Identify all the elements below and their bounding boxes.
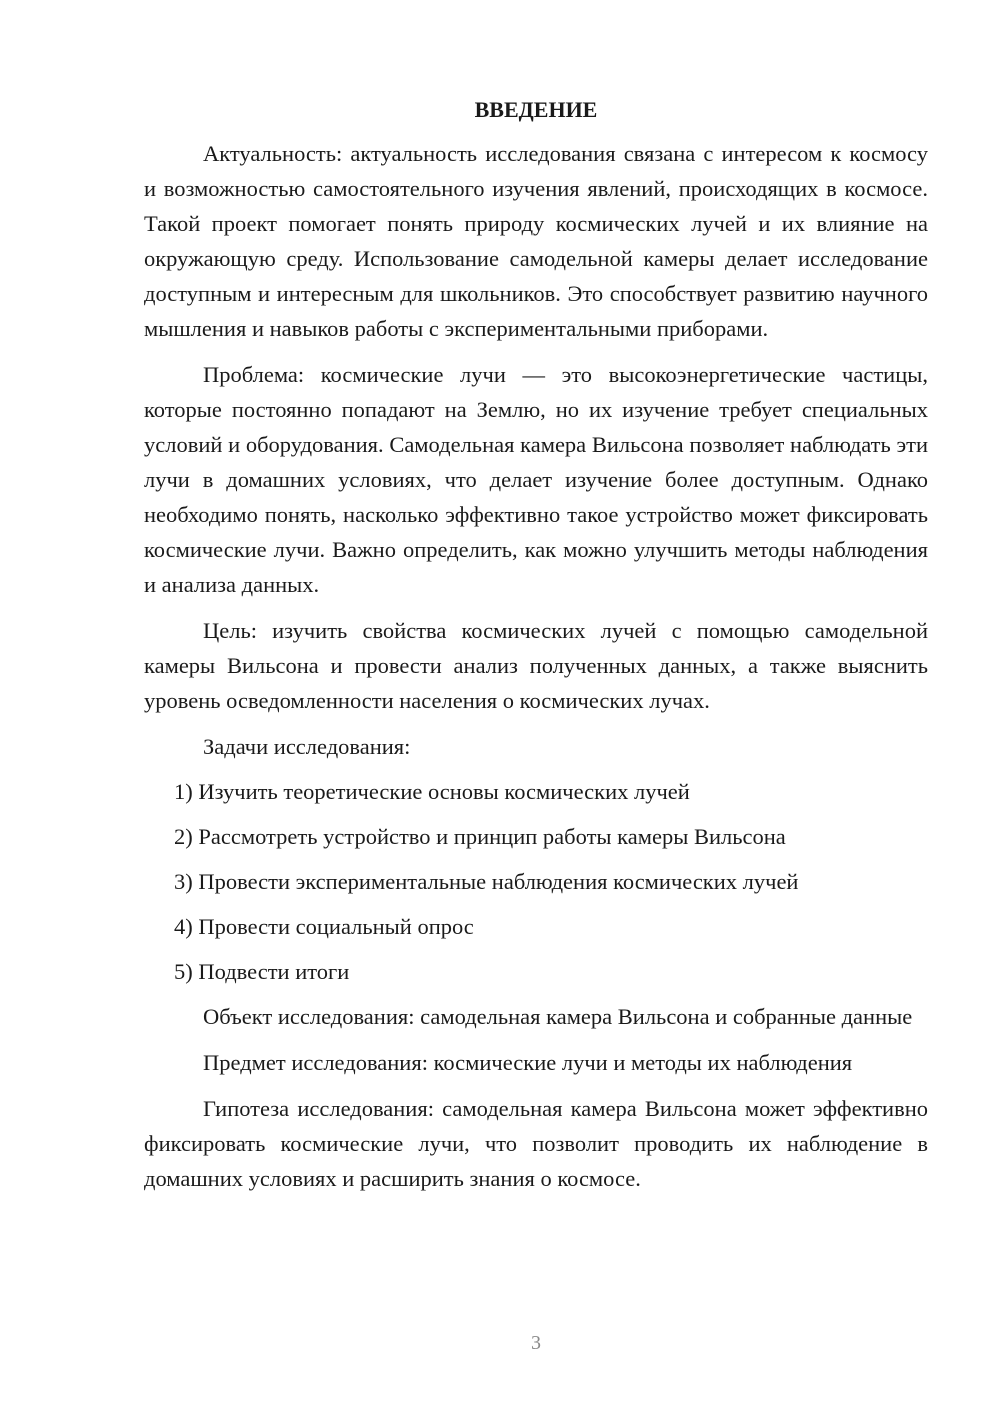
relevance-paragraph: Актуальность: актуальность исследования связана с интересом к космосу и возможностью самостоятельного изучения явлений, происходящих в космосе. Такой проект помогает понять природу космических лучей и их влияние на окружающую среду. Использование самодельной камеры делает исследование доступным и интересным для школьников. Это способствует развитию научного мышления и навыков работы с экспериментальными приборами.	[144, 141, 928, 341]
task-item: 5) Подвести итоги	[174, 959, 350, 984]
subject-paragraph: Предмет исследования: космические лучи и методы их наблюдения	[203, 1050, 853, 1075]
task-item: 1) Изучить теоретические основы космических лучей	[174, 779, 690, 804]
task-item: 2) Рассмотреть устройство и принцип работы камеры Вильсона	[174, 824, 786, 849]
section-heading: ВВЕДЕНИЕ	[474, 97, 598, 122]
page-content	[144, 94, 928, 1207]
hypothesis-paragraph: Гипотеза исследования: самодельная камера Вильсона может эффективно фиксировать космические лучи, что позволит проводить их наблюдение в домашних условиях и расширить знания о космосе.	[144, 1096, 928, 1191]
goal-paragraph: Цель: изучить свойства космических лучей с помощью самодельной камеры Вильсона и провести анализ полученных данных, а также выяснить уровень осведомленности населения о космических лучах.	[144, 618, 928, 713]
task-item: 3) Провести экспериментальные наблюдения космических лучей	[174, 869, 799, 894]
page-number: 3	[531, 1332, 541, 1354]
task-item: 4) Провести социальный опрос	[174, 914, 474, 939]
problem-paragraph: Проблема: космические лучи — это высокоэнергетические частицы, которые постоянно попадают на Землю, но их изучение требует специальных условий и оборудования. Самодельная камера Вильсона позволяет наблюдать эти лучи в домашних условиях, что делает изучение более доступным. Однако необходимо понять, насколько эффективно такое устройство может фиксировать космические лучи. Важно определить, как можно улучшить методы наблюдения и анализа данных.	[144, 362, 928, 597]
tasks-title: Задачи исследования:	[203, 734, 411, 759]
object-paragraph: Объект исследования: самодельная камера Вильсона и собранные данные	[203, 1004, 913, 1029]
